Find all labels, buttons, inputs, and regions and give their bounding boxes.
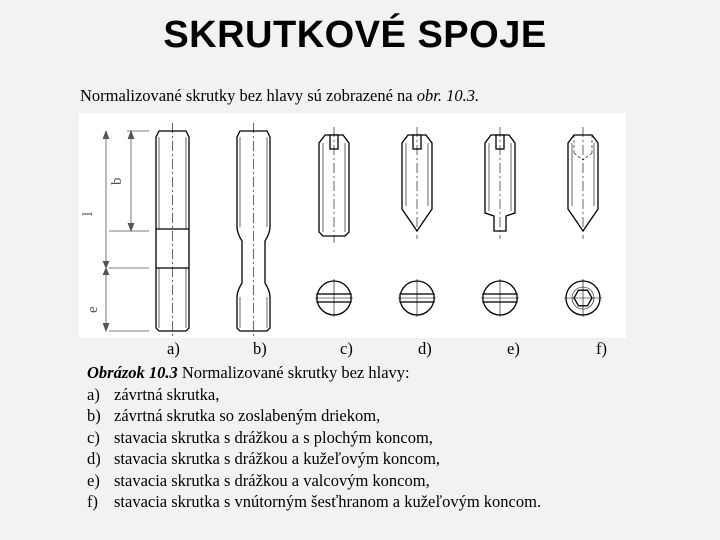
caption-item-text: závrtná skrutka, (114, 384, 220, 404)
sublabel-b: b) (253, 339, 267, 358)
figure-caption (87, 362, 541, 513)
sublabel-d: d) (418, 339, 432, 358)
caption-label: Obrázok 10.3 (87, 363, 178, 382)
caption-item-letter: d) (87, 449, 101, 468)
intro-paragraph (80, 86, 479, 106)
caption-item-letter: c) (87, 427, 100, 447)
caption-item (87, 491, 541, 513)
caption-item (87, 405, 541, 427)
caption-text: Normalizované skrutky bez hlavy: (181, 363, 410, 382)
caption-item-letter: f) (87, 492, 98, 511)
sublabel-a: a) (167, 339, 180, 358)
dimension-lines (103, 131, 149, 331)
dimension-label-e: e (85, 306, 101, 313)
caption-item-letter: b) (87, 406, 101, 425)
intro-text: Normalizované skrutky bez hlavy sú zobrazené na (80, 86, 413, 105)
sublabel-e: e) (507, 339, 520, 358)
caption-item (87, 384, 541, 406)
caption-item-text: stavacia skrutka s drážkou a kužeľovým koncom, (114, 449, 441, 468)
screw-c (315, 127, 353, 317)
page-title: SKRUTKOVÉ SPOJE (163, 14, 547, 56)
caption-item-text: stavacia skrutka s drážkou a valcovým koncom, (114, 470, 430, 490)
screw-e (481, 127, 519, 317)
screws-drawing (79, 113, 626, 338)
screw-f (564, 127, 602, 317)
screw-d (398, 127, 436, 317)
caption-item-text: stavacia skrutka s drážkou a s plochým koncom, (114, 427, 433, 447)
caption-item (87, 470, 541, 492)
sublabel-c: c) (340, 339, 353, 358)
dimension-label-b: b (109, 177, 125, 185)
caption-item-text: stavacia skrutka s vnútorným šesťhranom a kužeľovým koncom. (114, 492, 542, 511)
caption-item-text: závrtná skrutka so zoslabeným driekom, (114, 406, 381, 425)
caption-item-letter: e) (87, 470, 100, 490)
sublabel-f: f) (596, 339, 607, 358)
screw-a (156, 123, 189, 337)
dimension-label-l: l (80, 211, 96, 216)
caption-item (87, 448, 541, 470)
screw-b (237, 123, 270, 337)
caption-item (87, 427, 541, 449)
caption-heading (87, 362, 541, 384)
figure-reference: obr. 10.3. (416, 86, 480, 105)
caption-item-letter: a) (87, 384, 100, 404)
figure-screws (79, 113, 626, 338)
